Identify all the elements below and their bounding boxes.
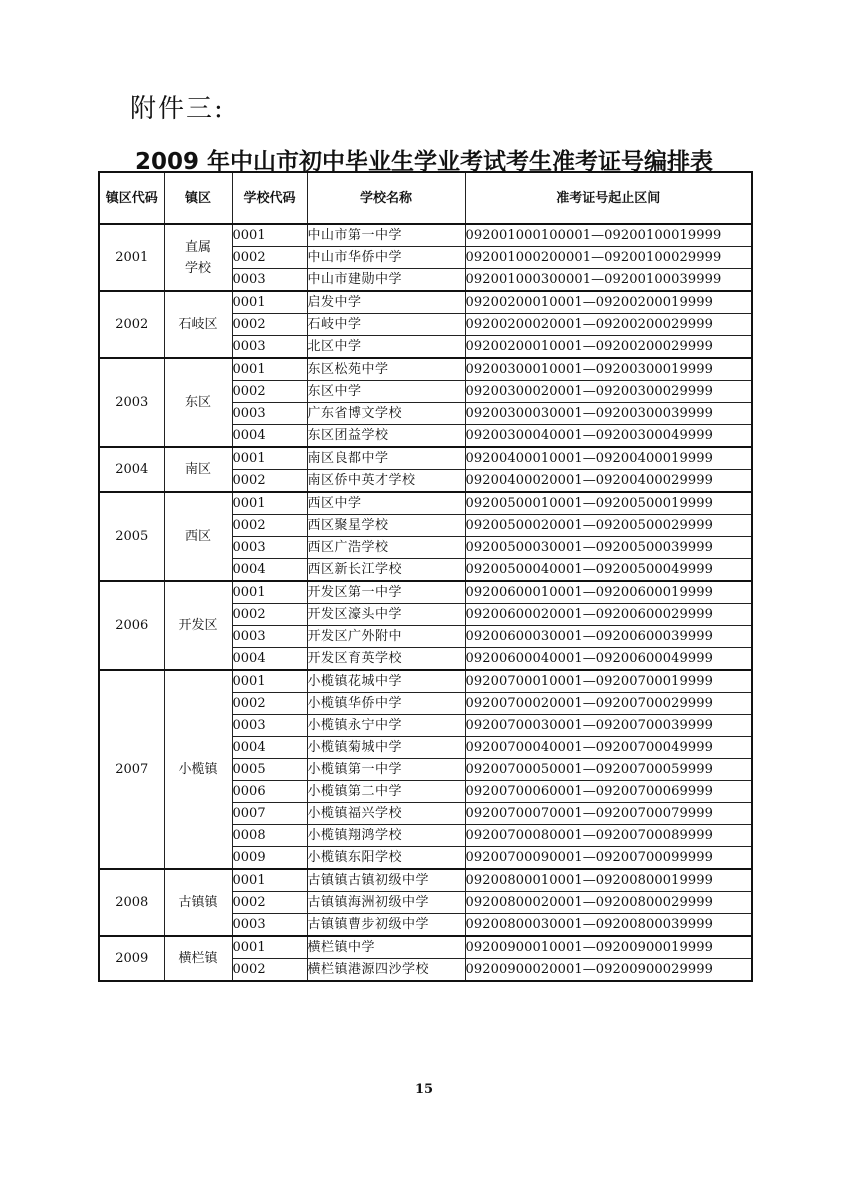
school-name-cell: 开发区育英学校 [307,648,465,671]
header-school-name: 学校名称 [307,172,465,224]
school-name-cell: 小榄镇菊城中学 [307,737,465,759]
school-name-cell: 横栏镇中学 [307,936,465,959]
number-range-cell: 09200800010001—09200800019999 [465,869,752,892]
school-name-cell: 小榄镇第二中学 [307,781,465,803]
number-range-cell: 092001000100001—09200100019999 [465,224,752,247]
school-code-cell: 0001 [232,936,307,959]
school-name-cell: 西区广浩学校 [307,537,465,559]
school-code-cell: 0001 [232,291,307,314]
school-code-cell: 0001 [232,581,307,604]
number-range-cell: 09200300020001—09200300029999 [465,381,752,403]
town-code-cell: 2008 [99,869,164,936]
number-range-cell: 09200700090001—09200700099999 [465,847,752,870]
attachment-label: 附件三: [130,94,225,124]
school-name-cell: 东区松苑中学 [307,358,465,381]
school-name-cell: 西区新长江学校 [307,559,465,582]
school-code-cell: 0002 [232,892,307,914]
school-code-cell: 0003 [232,537,307,559]
header-school-code: 学校代码 [232,172,307,224]
school-code-cell: 0003 [232,269,307,292]
town-code-cell: 2006 [99,581,164,670]
number-range-cell: 09200400020001—09200400029999 [465,470,752,493]
town-code-cell: 2002 [99,291,164,358]
school-code-cell: 0002 [232,959,307,982]
town-code-cell: 2001 [99,224,164,291]
school-name-cell: 南区良都中学 [307,447,465,470]
table-header-row [99,172,752,224]
town-name-cell: 古镇镇 [164,869,232,936]
school-name-cell: 横栏镇港源四沙学校 [307,959,465,982]
number-range-cell: 09200800030001—09200800039999 [465,914,752,937]
school-code-cell: 0001 [232,447,307,470]
header-town-code: 镇区代码 [99,172,164,224]
school-name-cell: 东区中学 [307,381,465,403]
school-code-cell: 0001 [232,224,307,247]
school-name-cell: 古镇镇曹步初级中学 [307,914,465,937]
school-name-cell: 西区中学 [307,492,465,515]
school-code-cell: 0004 [232,648,307,671]
school-name-cell: 广东省博文学校 [307,403,465,425]
number-range-cell: 09200700060001—09200700069999 [465,781,752,803]
header-town: 镇区 [164,172,232,224]
number-range-cell: 09200500010001—09200500019999 [465,492,752,515]
number-range-cell: 09200400010001—09200400019999 [465,447,752,470]
school-code-cell: 0003 [232,914,307,937]
number-range-cell: 09200700070001—09200700079999 [465,803,752,825]
school-code-cell: 0002 [232,693,307,715]
number-range-cell: 09200600020001—09200600029999 [465,604,752,626]
school-code-cell: 0001 [232,869,307,892]
school-code-cell: 0004 [232,425,307,448]
town-name-cell: 南区 [164,447,232,492]
school-name-cell: 石岐中学 [307,314,465,336]
number-range-cell: 092001000200001—09200100029999 [465,247,752,269]
school-code-cell: 0002 [232,515,307,537]
school-code-cell: 0001 [232,358,307,381]
school-code-cell: 0003 [232,403,307,425]
number-range-cell: 09200200010001—09200200019999 [465,291,752,314]
number-range-cell: 09200500030001—09200500039999 [465,537,752,559]
school-name-cell: 小榄镇福兴学校 [307,803,465,825]
number-range-cell: 09200300040001—09200300049999 [465,425,752,448]
school-name-cell: 开发区第一中学 [307,581,465,604]
town-name-cell: 横栏镇 [164,936,232,981]
town-name-cell: 西区 [164,492,232,581]
number-range-cell: 09200700010001—09200700019999 [465,670,752,693]
town-name-cell: 小榄镇 [164,670,232,869]
number-range-cell: 09200300030001—09200300039999 [465,403,752,425]
school-name-cell: 中山市华侨中学 [307,247,465,269]
school-name-cell: 小榄镇华侨中学 [307,693,465,715]
school-code-cell: 0009 [232,847,307,870]
school-code-cell: 0003 [232,336,307,359]
school-name-cell: 开发区濠头中学 [307,604,465,626]
school-code-cell: 0003 [232,715,307,737]
school-name-cell: 中山市第一中学 [307,224,465,247]
school-code-cell: 0002 [232,247,307,269]
town-name-cell: 直属学校 [164,224,232,291]
table-row [99,291,752,314]
number-range-cell: 09200700030001—09200700039999 [465,715,752,737]
number-range-cell: 09200200020001—09200200029999 [465,314,752,336]
number-range-cell: 09200700040001—09200700049999 [465,737,752,759]
header-number-range: 准考证号起止区间 [465,172,752,224]
school-name-cell: 南区侨中英才学校 [307,470,465,493]
town-code-cell: 2005 [99,492,164,581]
number-range-cell: 092001000300001—09200100039999 [465,269,752,292]
school-name-cell: 启发中学 [307,291,465,314]
number-range-cell: 09200900020001—09200900029999 [465,959,752,982]
school-code-cell: 0002 [232,470,307,493]
school-code-cell: 0004 [232,737,307,759]
school-code-cell: 0006 [232,781,307,803]
school-name-cell: 中山市建勋中学 [307,269,465,292]
school-code-cell: 0002 [232,604,307,626]
number-range-cell: 09200800020001—09200800029999 [465,892,752,914]
town-name-cell: 开发区 [164,581,232,670]
exam-number-table [98,171,753,982]
school-name-cell: 古镇镇古镇初级中学 [307,869,465,892]
number-range-cell: 09200700080001—09200700089999 [465,825,752,847]
town-code-cell: 2009 [99,936,164,981]
town-code-cell: 2004 [99,447,164,492]
school-name-cell: 小榄镇翔鸿学校 [307,825,465,847]
school-name-cell: 小榄镇东阳学校 [307,847,465,870]
number-range-cell: 09200900010001—09200900019999 [465,936,752,959]
school-name-cell: 开发区广外附中 [307,626,465,648]
town-name-cell: 石岐区 [164,291,232,358]
school-name-cell: 小榄镇花城中学 [307,670,465,693]
number-range-cell: 09200300010001—09200300019999 [465,358,752,381]
school-code-cell: 0002 [232,314,307,336]
table-row [99,869,752,892]
school-name-cell: 小榄镇第一中学 [307,759,465,781]
town-name-cell: 东区 [164,358,232,447]
table-row [99,447,752,470]
school-name-cell: 小榄镇永宁中学 [307,715,465,737]
number-range-cell: 09200500040001—09200500049999 [465,559,752,582]
school-code-cell: 0002 [232,381,307,403]
town-code-cell: 2003 [99,358,164,447]
school-code-cell: 0003 [232,626,307,648]
page-title: 2009 年中山市初中毕业生学业考试考生准考证号编排表 [134,149,714,175]
page-number: 15 [414,1082,434,1097]
school-name-cell: 北区中学 [307,336,465,359]
table-row [99,670,752,693]
number-range-cell: 09200600040001—09200600049999 [465,648,752,671]
table-body [99,224,752,981]
number-range-cell: 09200600010001—09200600019999 [465,581,752,604]
table-row [99,492,752,515]
number-range-cell: 09200200010001—09200200029999 [465,336,752,359]
school-code-cell: 0007 [232,803,307,825]
school-code-cell: 0005 [232,759,307,781]
table-row [99,581,752,604]
number-range-cell: 09200500020001—09200500029999 [465,515,752,537]
number-range-cell: 09200600030001—09200600039999 [465,626,752,648]
table-row [99,936,752,959]
number-range-cell: 09200700020001—09200700029999 [465,693,752,715]
table-row [99,224,752,247]
table-row [99,358,752,381]
school-name-cell: 东区团益学校 [307,425,465,448]
school-name-cell: 西区聚星学校 [307,515,465,537]
number-range-cell: 09200700050001—09200700059999 [465,759,752,781]
school-code-cell: 0004 [232,559,307,582]
school-code-cell: 0001 [232,670,307,693]
town-code-cell: 2007 [99,670,164,869]
school-code-cell: 0008 [232,825,307,847]
school-code-cell: 0001 [232,492,307,515]
school-name-cell: 古镇镇海洲初级中学 [307,892,465,914]
